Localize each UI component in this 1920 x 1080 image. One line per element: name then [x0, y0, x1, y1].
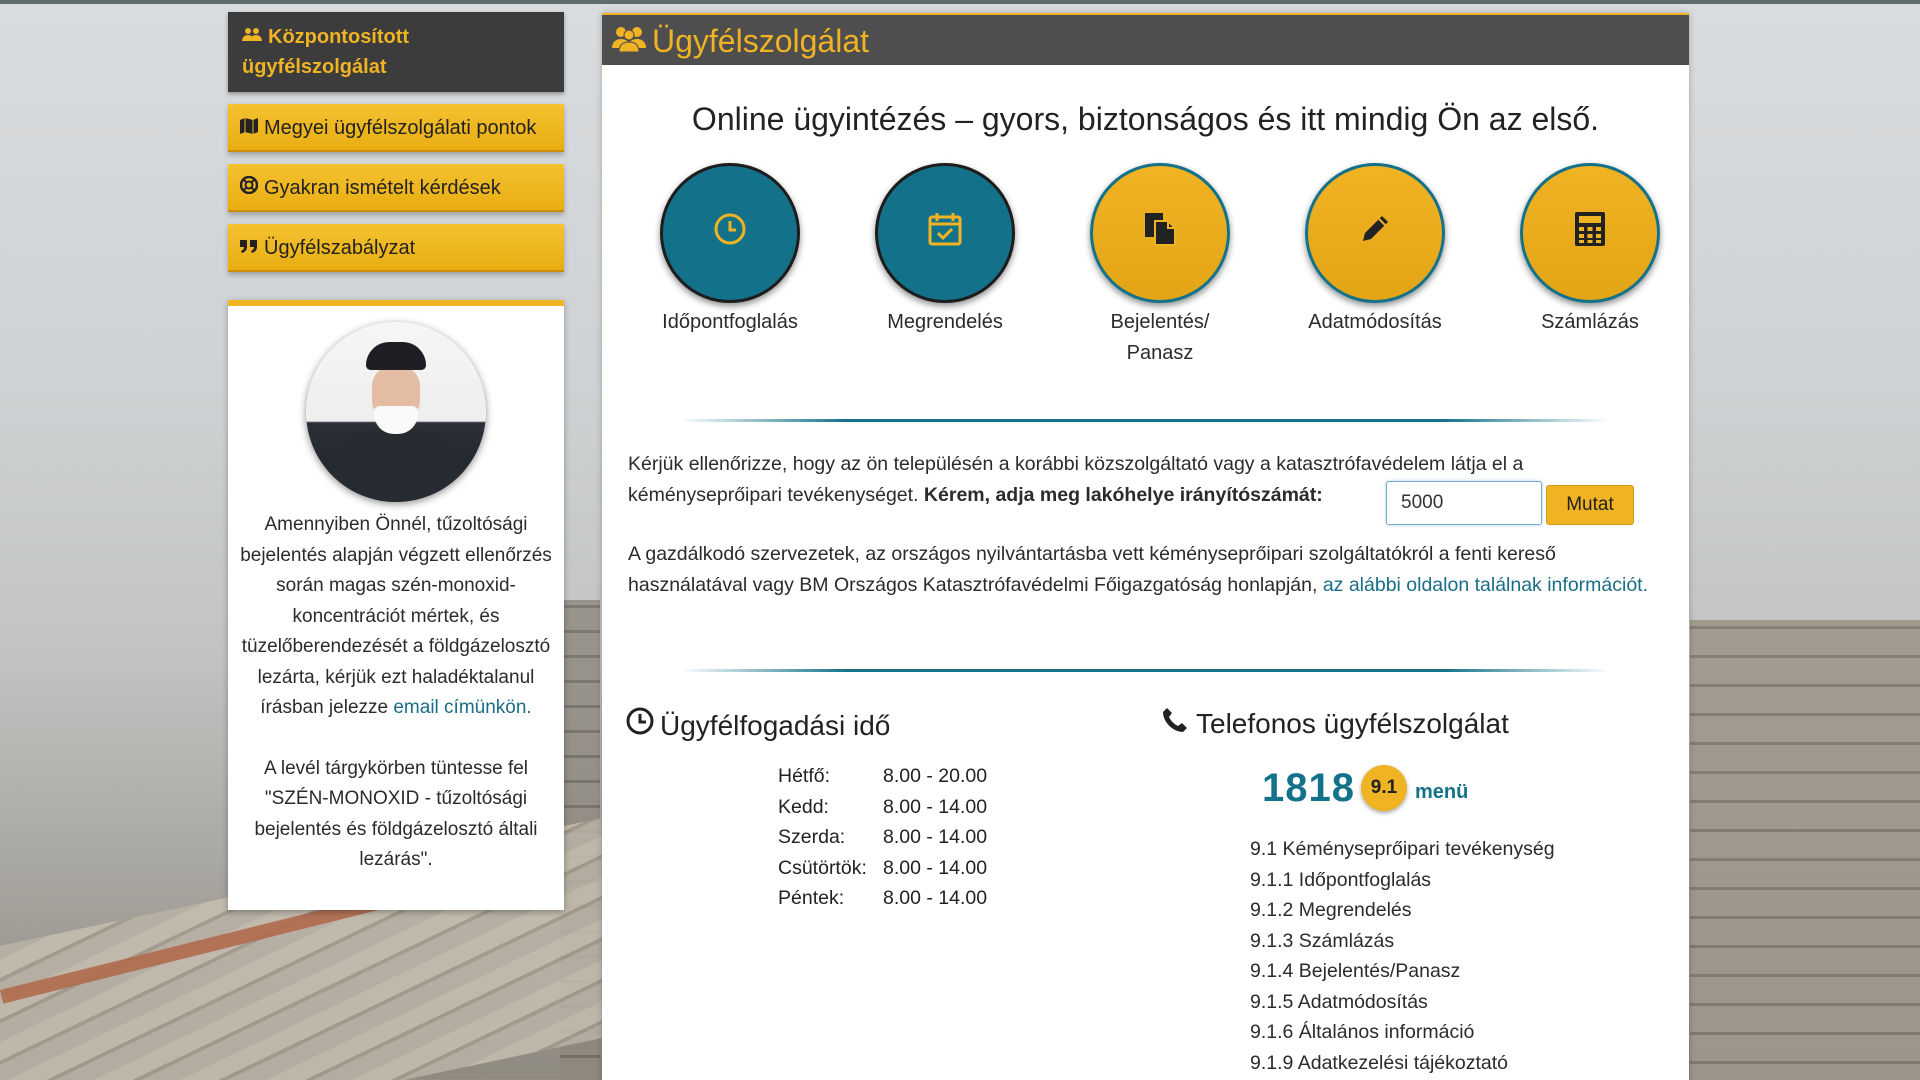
email-link[interactable]: email címünkön.	[393, 697, 532, 718]
hours-row: Kedd: 8.00 - 14.00	[778, 795, 988, 818]
list-item: 9.1 Kéményseprőipari tevékenység	[1250, 838, 1555, 860]
list-item: 9.1.1 Időpontfoglalás	[1250, 868, 1432, 891]
clock-icon	[626, 707, 660, 742]
divider	[680, 419, 1610, 422]
background-wall-right	[1690, 620, 1920, 1080]
map-icon	[240, 104, 264, 152]
lifebuoy-icon	[240, 164, 264, 212]
info-card-subject-text: A levél tárgykörben tüntesse fel "SZÉN-MONOXID - tűzoltósági bejelentés és földgázelosztó általi lezárás".	[254, 757, 538, 870]
menu-label: menü	[1414, 780, 1469, 803]
hours-title	[626, 707, 890, 742]
service-appointment[interactable]	[640, 163, 820, 338]
sidebar-item-faq[interactable]	[228, 164, 564, 212]
zip-check-prompt: Kérem, adja meg lakóhelye irányítószámát:	[923, 483, 1323, 506]
main-panel	[602, 13, 1689, 1080]
documents-icon	[1141, 210, 1179, 257]
service-circles	[640, 163, 1660, 373]
list-item: 9.1.6 Általános információ	[1250, 1021, 1475, 1043]
hours-row: Péntek: 8.00 - 14.00	[778, 887, 988, 909]
sidebar-title-text: Központosított ügyfélszolgálat	[242, 26, 410, 78]
service-label: Megrendelés	[887, 311, 1003, 333]
service-data-change[interactable]	[1285, 163, 1465, 338]
list-item: 9.1.2 Megrendelés	[1250, 899, 1412, 921]
list-item: 9.1.9 Adatkezelési tájékoztató	[1250, 1051, 1509, 1074]
zip-input[interactable]	[1386, 481, 1542, 525]
phone-icon	[1162, 707, 1196, 740]
service-label: Bejelentés/ Panasz	[1110, 311, 1210, 364]
divider	[680, 669, 1610, 672]
phone-number-value: 1818	[1262, 765, 1355, 810]
zip-check-intro: Kérjük ellenőrizze, hogy az ön településén a korábbi közszolgáltató vagy a katasztrófavédelem látja el a kéményseprőipari tevékenységet.	[628, 453, 1524, 506]
hours-row: Hétfő: 8.00 - 20.00	[778, 765, 988, 787]
org-info-body: A gazdálkodó szervezetek, az országos nyilvántartásba vett kéményseprőipari szolgáltatókról a fenti kereső használatával vagy BM Országos Katasztrófavédelmi Főigazgatóság honlapján,	[628, 543, 1556, 596]
sidebar-item-rules[interactable]	[228, 224, 564, 272]
hours-row: Csütörtök: 8.00 - 14.00	[778, 856, 988, 879]
list-item: 9.1.3 Számlázás	[1250, 929, 1395, 952]
phone-title	[1162, 707, 1509, 740]
phone-number	[1262, 765, 1468, 811]
org-info-link[interactable]: az alábbi oldalon találnak információt.	[1322, 573, 1649, 596]
sidebar-item-label: Ügyfélszabályzat	[264, 237, 416, 259]
menu-badge: 9.1	[1361, 765, 1407, 811]
calculator-icon	[1573, 210, 1607, 257]
calendar-check-icon	[927, 211, 963, 256]
service-report[interactable]	[1070, 163, 1250, 369]
service-label: Időpontfoglalás	[662, 311, 798, 333]
top-border	[0, 0, 1920, 4]
service-label: Számlázás	[1541, 311, 1639, 333]
page-title: Ügyfélszolgálat	[652, 23, 869, 59]
hours-row: Szerda: 8.00 - 14.00	[778, 826, 988, 848]
list-item: 9.1.4 Bejelentés/Panasz	[1250, 960, 1461, 982]
users-icon	[612, 17, 652, 69]
org-info-text	[628, 539, 1658, 600]
list-item: 9.1.5 Adatmódosítás	[1250, 990, 1428, 1013]
info-card-text: Amennyiben Önnél, tűzoltósági bejelentés alapján végzett ellenőrzés során magas szén-monoxid-koncentrációt mértek, és tüzelőberendezését a földgázelosztó lezárta, kérjük ezt haladéktalanul írásban jelezze	[240, 514, 552, 718]
sidebar-item-label: Gyakran ismételt kérdések	[264, 177, 501, 199]
clock-icon	[713, 212, 747, 255]
users-icon	[242, 22, 264, 52]
service-order[interactable]	[855, 163, 1035, 338]
sidebar-title	[228, 12, 564, 92]
lead-text: Online ügyintézés – gyors, biztonságos és itt mindig Ön az első.	[691, 101, 1600, 137]
quote-icon	[240, 224, 264, 272]
sidebar	[228, 12, 564, 910]
phone-menu-list	[1250, 834, 1555, 1078]
hours-title-text: Ügyfélfogadási idő	[660, 710, 891, 741]
service-billing[interactable]	[1500, 163, 1680, 338]
service-label: Adatmódosítás	[1308, 311, 1442, 333]
show-button[interactable]: Mutat	[1546, 485, 1634, 525]
avatar	[306, 322, 486, 502]
hours-table	[778, 761, 987, 914]
phone-title-text: Telefonos ügyfélszolgálat	[1196, 708, 1509, 739]
main-header	[602, 13, 1689, 65]
pencil-icon	[1358, 212, 1392, 255]
info-card	[228, 300, 564, 910]
sidebar-item-county-points[interactable]	[228, 104, 564, 152]
sidebar-item-label: Megyei ügyfélszolgálati pontok	[264, 117, 537, 139]
